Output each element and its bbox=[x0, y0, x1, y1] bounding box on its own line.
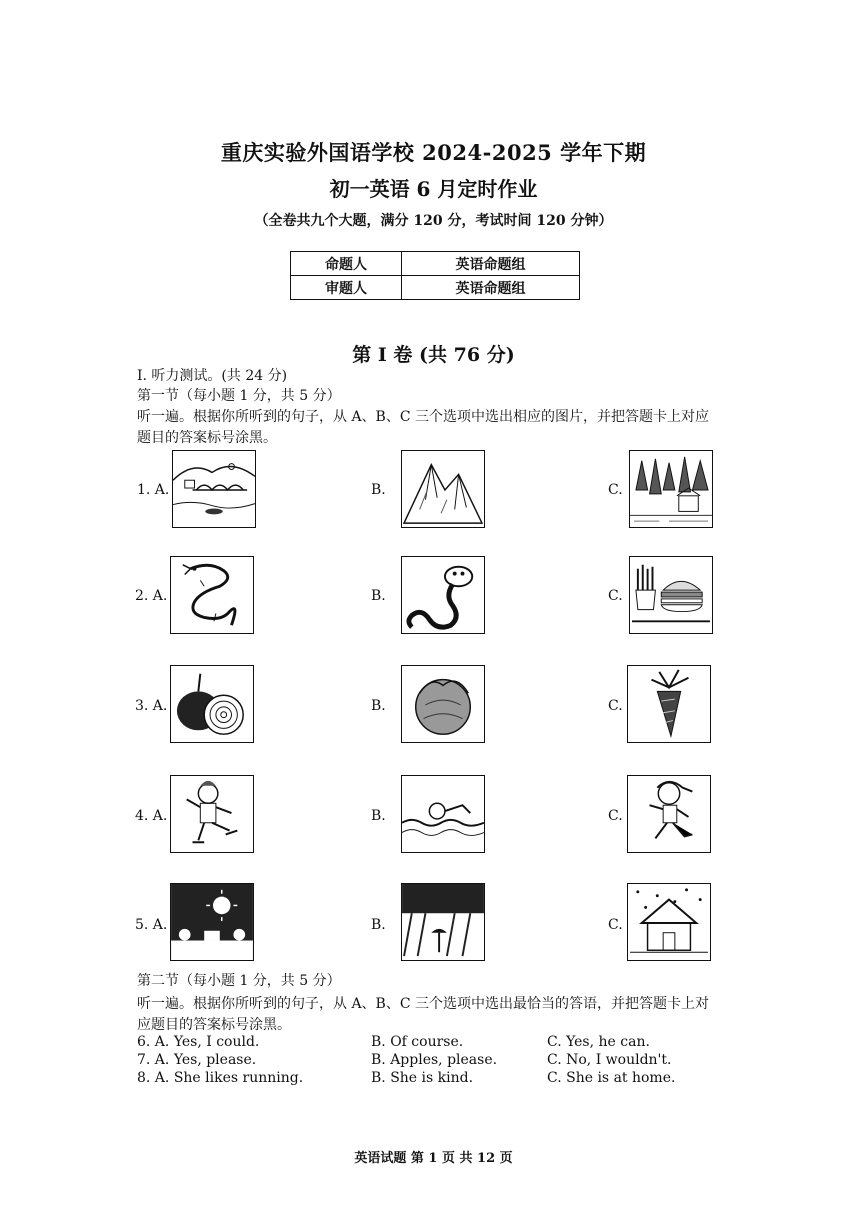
cabbage-picture[interactable] bbox=[401, 665, 485, 743]
swimming-picture[interactable] bbox=[401, 775, 485, 853]
question-5-b-label: B. bbox=[371, 917, 386, 933]
burger-fries-icon bbox=[630, 557, 712, 633]
exam-info: （全卷共九个大题，满分 120 分，考试时间 120 分钟） bbox=[254, 213, 613, 229]
question-7-option-a[interactable]: 7. A. Yes, please. bbox=[137, 1052, 257, 1068]
carrot-icon bbox=[628, 666, 710, 742]
section1-title: 第一节（每小题 1 分，共 5 分） bbox=[137, 388, 341, 404]
skating-icon bbox=[171, 776, 253, 852]
question-8-option-c[interactable]: C. She is at home. bbox=[547, 1070, 676, 1086]
staff-name: 英语命题组 bbox=[402, 252, 580, 276]
question-4-a-label: 4. A. bbox=[135, 808, 168, 824]
dragon-icon bbox=[171, 557, 253, 633]
mountain-icon bbox=[402, 451, 484, 527]
question-6-option-c[interactable]: C. Yes, he can. bbox=[547, 1034, 650, 1050]
dragon-picture[interactable] bbox=[170, 556, 254, 634]
question-3-c-label: C. bbox=[608, 698, 623, 714]
question-7-option-b[interactable]: B. Apples, please. bbox=[371, 1052, 498, 1068]
forest-picture[interactable] bbox=[629, 450, 713, 528]
sunny-picture[interactable] bbox=[170, 883, 254, 961]
staff-row bbox=[291, 276, 580, 300]
windy-rain-icon bbox=[402, 884, 484, 960]
question-3-a-label: 3. A. bbox=[135, 698, 168, 714]
section2-title: 第二节（每小题 1 分，共 5 分） bbox=[137, 973, 341, 989]
question-4-b-label: B. bbox=[371, 808, 386, 824]
mountain-picture[interactable] bbox=[401, 450, 485, 528]
question-5-a-label: 5. A. bbox=[135, 917, 168, 933]
carrot-picture[interactable] bbox=[627, 665, 711, 743]
staff-table bbox=[290, 251, 580, 300]
question-2-c-label: C. bbox=[608, 588, 623, 604]
question-6-option-a[interactable]: 6. A. Yes, I could. bbox=[137, 1034, 260, 1050]
snowy-house-picture[interactable] bbox=[627, 883, 711, 961]
river-town-picture[interactable] bbox=[172, 450, 256, 528]
cabbage-icon bbox=[402, 666, 484, 742]
section1-instruction-2: 题目的答案标号涂黑。 bbox=[137, 430, 277, 446]
question-8-option-a[interactable]: 8. A. She likes running. bbox=[137, 1070, 304, 1086]
staff-role: 命题人 bbox=[291, 252, 402, 276]
part-title: 第 I 卷 (共 76 分) bbox=[352, 344, 515, 366]
snowy-house-icon bbox=[628, 884, 710, 960]
forest-icon bbox=[630, 451, 712, 527]
staff-row bbox=[291, 252, 580, 276]
snake-picture[interactable] bbox=[401, 556, 485, 634]
exam-title: 初一英语 6 月定时作业 bbox=[329, 177, 538, 201]
running-picture[interactable] bbox=[627, 775, 711, 853]
question-3-b-label: B. bbox=[371, 698, 386, 714]
section1-instruction-1: 听一遍。根据你所听到的句子，从 A、B、C 三个选项中选出相应的图片，并把答题卡上对应 bbox=[137, 409, 710, 425]
burger-fries-picture[interactable] bbox=[629, 556, 713, 634]
question-5-c-label: C. bbox=[608, 917, 623, 933]
page-footer: 英语试题 第 1 页 共 12 页 bbox=[354, 1151, 513, 1166]
windy-rain-picture[interactable] bbox=[401, 883, 485, 961]
school-title: 重庆实验外国语学校 2024-2025 学年下期 bbox=[220, 140, 647, 165]
staff-name: 英语命题组 bbox=[402, 276, 580, 300]
onion-icon bbox=[171, 666, 253, 742]
swimming-icon bbox=[402, 776, 484, 852]
sunny-icon bbox=[171, 884, 253, 960]
question-1-a-label: 1. A. bbox=[137, 482, 170, 498]
staff-role: 审题人 bbox=[291, 276, 402, 300]
question-6-option-b[interactable]: B. Of course. bbox=[371, 1034, 464, 1050]
river-town-icon bbox=[173, 451, 255, 527]
skating-picture[interactable] bbox=[170, 775, 254, 853]
question-2-a-label: 2. A. bbox=[135, 588, 168, 604]
section2-instruction-2: 应题目的答案标号涂黑。 bbox=[137, 1017, 291, 1033]
question-2-b-label: B. bbox=[371, 588, 386, 604]
section2-instruction-1: 听一遍。根据你所听到的句子，从 A、B、C 三个选项中选出最恰当的答语，并把答题卡上对 bbox=[137, 996, 710, 1012]
running-icon bbox=[628, 776, 710, 852]
question-7-option-c[interactable]: C. No, I wouldn't. bbox=[547, 1052, 672, 1068]
onion-picture[interactable] bbox=[170, 665, 254, 743]
listening-heading: I. 听力测试。(共 24 分) bbox=[137, 368, 288, 384]
question-8-option-b[interactable]: B. She is kind. bbox=[371, 1070, 474, 1086]
snake-icon bbox=[402, 557, 484, 633]
question-4-c-label: C. bbox=[608, 808, 623, 824]
question-1-b-label: B. bbox=[371, 482, 386, 498]
question-1-c-label: C. bbox=[608, 482, 623, 498]
